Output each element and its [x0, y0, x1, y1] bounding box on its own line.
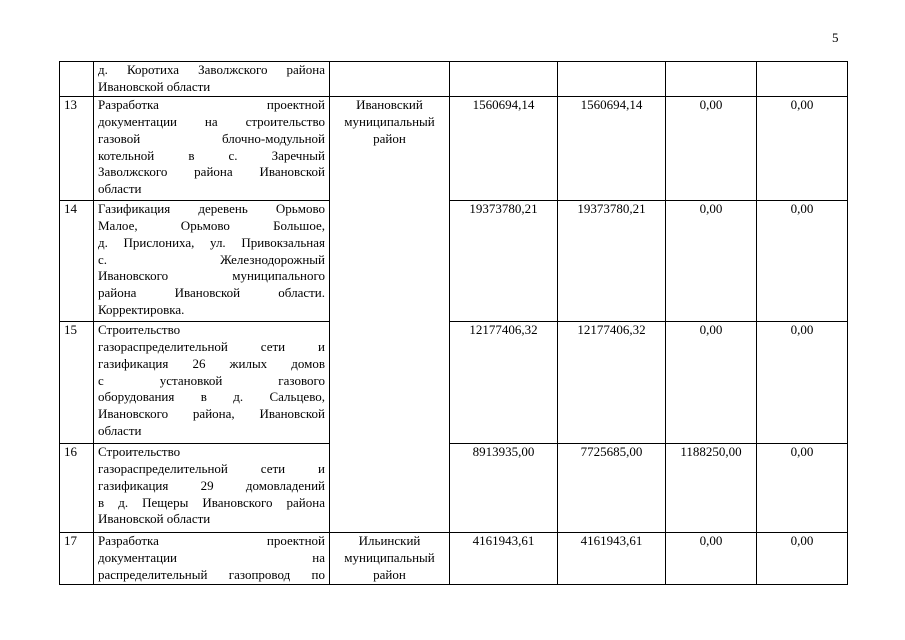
value-regional: 7725685,00 [558, 443, 666, 532]
object-name-line: Ивановской области [98, 78, 211, 94]
financing-table [59, 61, 848, 585]
value-regional: 1560694,14 [558, 96, 666, 200]
table-row [60, 200, 848, 321]
object-name-line: оборудования в д. Сальцево, [98, 389, 325, 405]
value-local: 0,00 [666, 96, 757, 200]
object-name [94, 321, 330, 443]
object-name-line: газораспределительной сети и [98, 338, 325, 354]
object-name-line: Разработка проектной [98, 96, 325, 112]
object-name-line: в д. Пещеры Ивановского района [98, 494, 325, 510]
value-local: 1188250,00 [666, 443, 757, 532]
value-total: 1560694,14 [450, 96, 558, 200]
value-other: 0,00 [757, 200, 848, 321]
object-name-line: Ивановского муниципального [98, 268, 325, 284]
row-number: 17 [60, 532, 94, 584]
district-cell [330, 532, 450, 584]
object-name-line: Заволжского района Ивановской [98, 164, 325, 180]
object-name-line: Ивановского района, Ивановской [98, 406, 325, 422]
district-cell [330, 96, 450, 532]
object-name-line: области [98, 181, 142, 197]
object-name-line: Строительство [98, 321, 181, 337]
value-regional: 19373780,21 [558, 200, 666, 321]
district-name: муниципальный [344, 549, 435, 565]
object-name-line: Разработка проектной [98, 532, 325, 548]
value-local: 0,00 [666, 200, 757, 321]
object-name [94, 443, 330, 532]
table-row [60, 532, 848, 584]
object-name-line: д. Прислониха, ул. Привокзальная [98, 234, 325, 250]
page-number: 5 [832, 30, 839, 45]
object-name-line: области [98, 423, 142, 439]
object-name-line: газораспределительной сети и [98, 460, 325, 476]
row-number: 13 [60, 96, 94, 200]
value-total [450, 62, 558, 97]
object-name-line: газификация 29 домовладений [98, 477, 325, 493]
value-other: 0,00 [757, 443, 848, 532]
object-name-line: д. Коротиха Заволжского района [98, 62, 325, 77]
table-row [60, 321, 848, 443]
value-local: 0,00 [666, 321, 757, 443]
object-name-line: с установкой газового [98, 372, 325, 388]
table-row [60, 62, 848, 97]
row-number: 15 [60, 321, 94, 443]
object-name-line: Газификация деревень Орьмово [98, 200, 325, 216]
object-name [94, 532, 330, 584]
value-total: 4161943,61 [450, 532, 558, 584]
value-other: 0,00 [757, 321, 848, 443]
value-regional [558, 62, 666, 97]
object-name-line: с. Железнодорожный [98, 251, 325, 267]
district-cell-empty [330, 62, 450, 97]
district-name: муниципальный [344, 113, 435, 129]
value-local: 0,00 [666, 532, 757, 584]
object-name-line: распределительный газопровод по [98, 566, 325, 582]
row-number: 14 [60, 200, 94, 321]
object-name [94, 62, 330, 97]
object-name-line: Ивановской области [98, 511, 211, 527]
row-number: 16 [60, 443, 94, 532]
value-total: 19373780,21 [450, 200, 558, 321]
value-local [666, 62, 757, 97]
object-name-line: Малое, Орьмово Большое, [98, 217, 325, 233]
value-total: 8913935,00 [450, 443, 558, 532]
object-name [94, 96, 330, 200]
object-name-line: Корректировка. [98, 302, 185, 318]
value-regional: 4161943,61 [558, 532, 666, 584]
district-name: Ивановский [356, 96, 423, 112]
object-name-line: котельной в с. Заречный [98, 147, 325, 163]
value-other: 0,00 [757, 96, 848, 200]
value-other: 0,00 [757, 532, 848, 584]
value-regional: 12177406,32 [558, 321, 666, 443]
object-name [94, 200, 330, 321]
object-name-line: газификация 26 жилых домов [98, 355, 325, 371]
value-other [757, 62, 848, 97]
object-name-line: газовой блочно-модульной [98, 130, 325, 146]
object-name-line: района Ивановской области. [98, 285, 325, 301]
row-number [60, 62, 94, 97]
object-name-line: документации на [98, 549, 325, 565]
district-name: район [373, 566, 406, 582]
table-row [60, 443, 848, 532]
value-total: 12177406,32 [450, 321, 558, 443]
object-name-line: документации на строительство [98, 113, 325, 129]
table-row [60, 96, 848, 200]
object-name-line: Строительство [98, 443, 181, 459]
district-name: район [373, 130, 406, 146]
district-name: Ильинский [358, 532, 421, 548]
